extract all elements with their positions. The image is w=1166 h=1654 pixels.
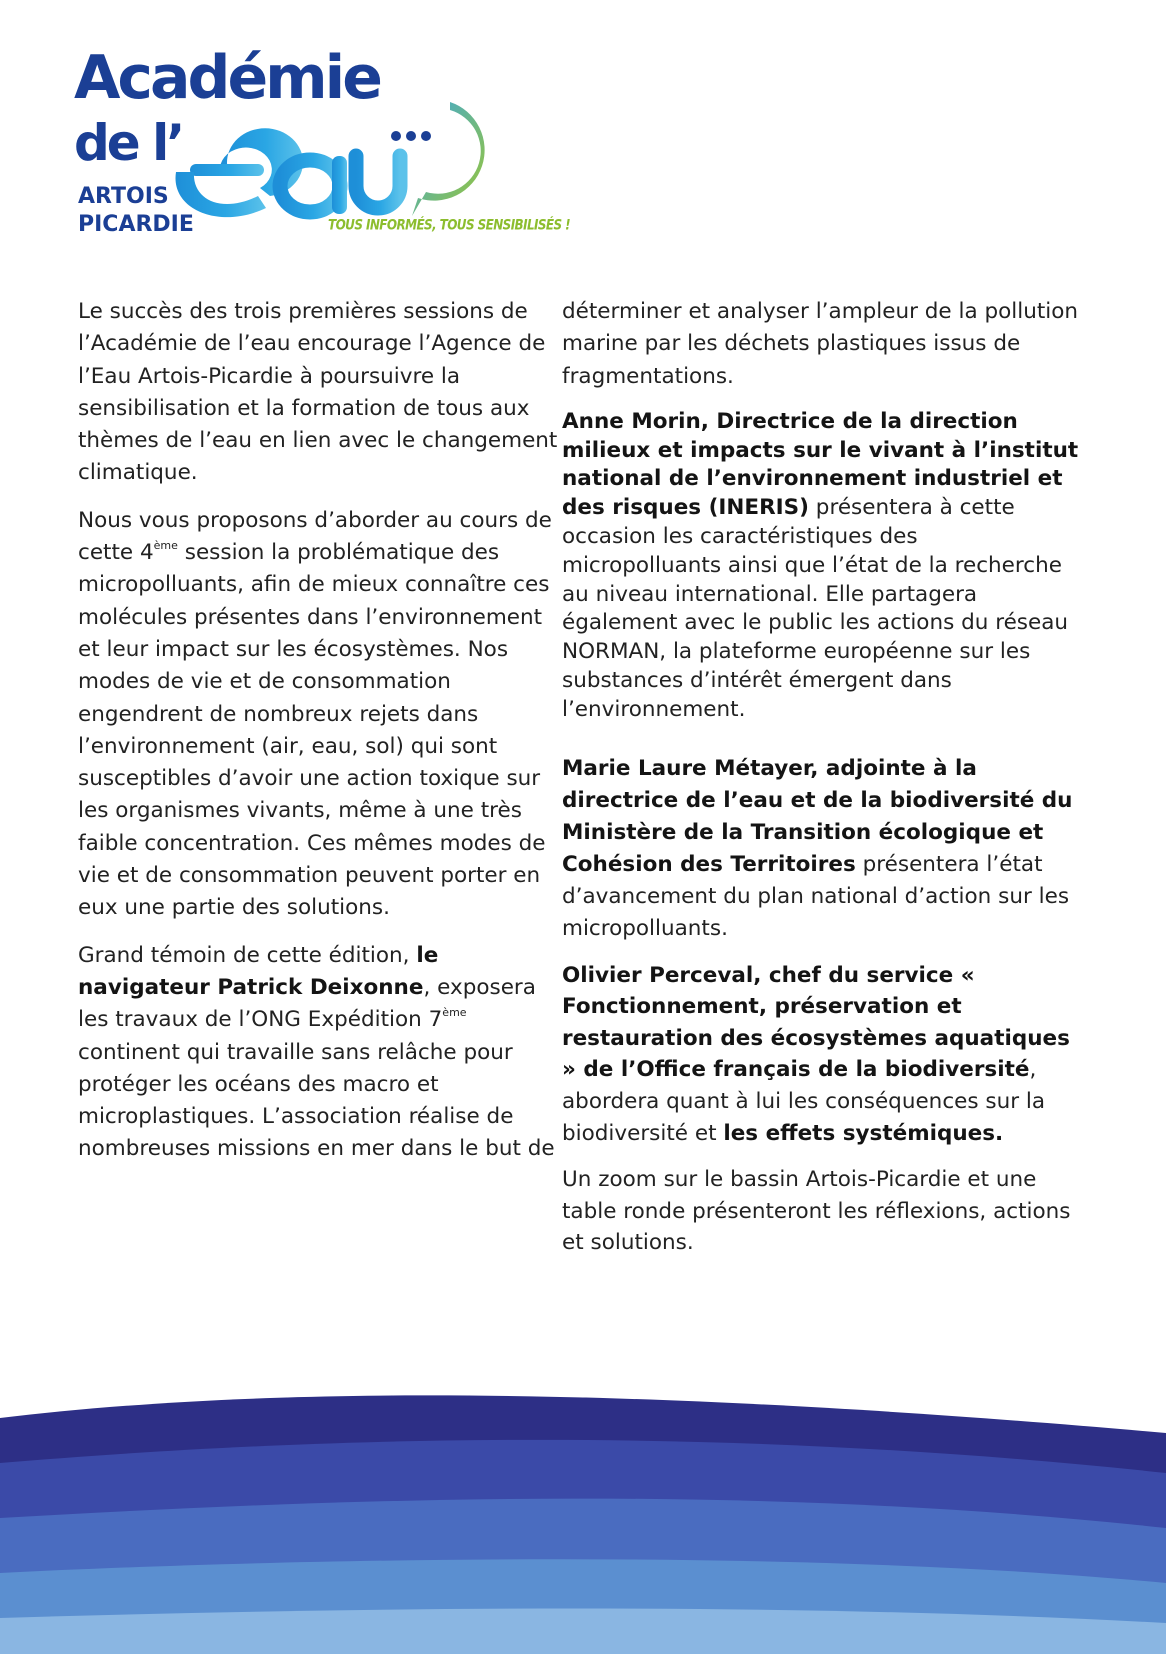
footer-wave-decoration <box>0 1378 1166 1654</box>
witness-name: le navigateur Patrick Deixonne <box>78 942 439 1000</box>
speaker-perceval-text: , abordera quant à lui les conséquences sur la biodiversité et <box>562 1057 1046 1146</box>
intro-text: Le succès des trois premières sessions de l’Académie de l’eau encourage l’Agence de l’Eau Artois-Picardie à poursuivre la sensibilisation et la formation de tous aux thèmes de l’eau en lien avec le changement climatique. <box>78 299 558 486</box>
wave-layer-5 <box>0 1608 1166 1654</box>
witness-superscript: ème <box>442 1006 467 1020</box>
session-text-b: session la problématique des micropolluants, afin de mieux connaître ces molécules présentes dans l’environnement et leur impact sur les écosystèmes. Nos modes de vie et de consommation engendrent de nombreux rejets dans l’environnement (air, eau, sol) qui sont susceptibles d’avoir une action toxique sur les organismes vivants, même à une très faible concentration. Ces mêmes modes de vie et de consommation peuvent porter en eux une partie des solutions. <box>78 540 550 921</box>
logo <box>70 40 571 250</box>
witness-paragraph <box>78 940 558 1166</box>
continuation-paragraph <box>562 296 1082 393</box>
logo-academie-text: Académie <box>74 43 380 113</box>
logo-de-l-text: de l’ <box>74 114 183 172</box>
speaker-morin-paragraph <box>562 408 1082 725</box>
speaker-morin-text: présentera à cette occasion les caractéristiques des micropolluants ainsi que l’état de la recherche au niveau international. Elle partagera également avec le public les actions du réseau NORMAN, la plateforme européenne sur les substances d’intérêt émergent dans l’environnement. <box>562 495 1069 722</box>
continuation-text: déterminer et analyser l’ampleur de la pollution marine par les déchets plastiques issus de fragmentations. <box>562 299 1079 389</box>
session-superscript: ème <box>153 538 178 552</box>
speaker-perceval-bold-end: les effets systémiques. <box>723 1120 1004 1146</box>
speaker-morin-name: Anne Morin, Directrice de la direction milieux et impacts sur le vivant à l’institut national de l’environnement industriel et des risques (INERIS) <box>562 408 1079 521</box>
intro-paragraph <box>78 296 558 490</box>
speaker-perceval-name: Olivier Perceval, chef du service « Fonctionnement, préservation et restauration des écosystèmes aquatiques » de l’Office français de la biodiversité <box>562 962 1070 1083</box>
speaker-metayer-text: présentera l’état d’avancement du plan national d’action sur les micropolluants. <box>562 851 1070 941</box>
left-column <box>78 296 558 1181</box>
closing-text: Un zoom sur le bassin Artois-Picardie et une table ronde présenteront les réflexions, actions et solutions. <box>562 1167 1071 1256</box>
closing-paragraph <box>562 1164 1082 1259</box>
speaker-perceval-paragraph <box>562 960 1082 1150</box>
witness-text-c: continent qui travaille sans relâche pour protéger les océans des macro et microplastiques. L’association réalise de nombreuses missions en mer dans le but de <box>78 1039 555 1162</box>
session-text-a: Nous vous proposons d’aborder au cours de cette 4 <box>78 507 552 566</box>
witness-text-a: Grand témoin de cette édition, <box>78 942 417 968</box>
speaker-metayer-paragraph <box>562 753 1082 945</box>
witness-text-b: , exposera les travaux de l’ONG Expédition 7 <box>78 974 536 1033</box>
logo-artois-text: ARTOIS <box>78 184 169 209</box>
session-paragraph <box>78 505 558 925</box>
logo-tagline: TOUS INFORMÉS, TOUS SENSIBILISÉS ! <box>328 216 571 234</box>
speaker-metayer-name: Marie Laure Métayer, adjointe à la directrice de l’eau et de la biodiversité du Ministère de la Transition écologique et Cohésion des Territoires <box>562 755 1073 877</box>
right-column <box>562 296 1082 1274</box>
logo-picardie-text: PICARDIE <box>78 212 194 237</box>
